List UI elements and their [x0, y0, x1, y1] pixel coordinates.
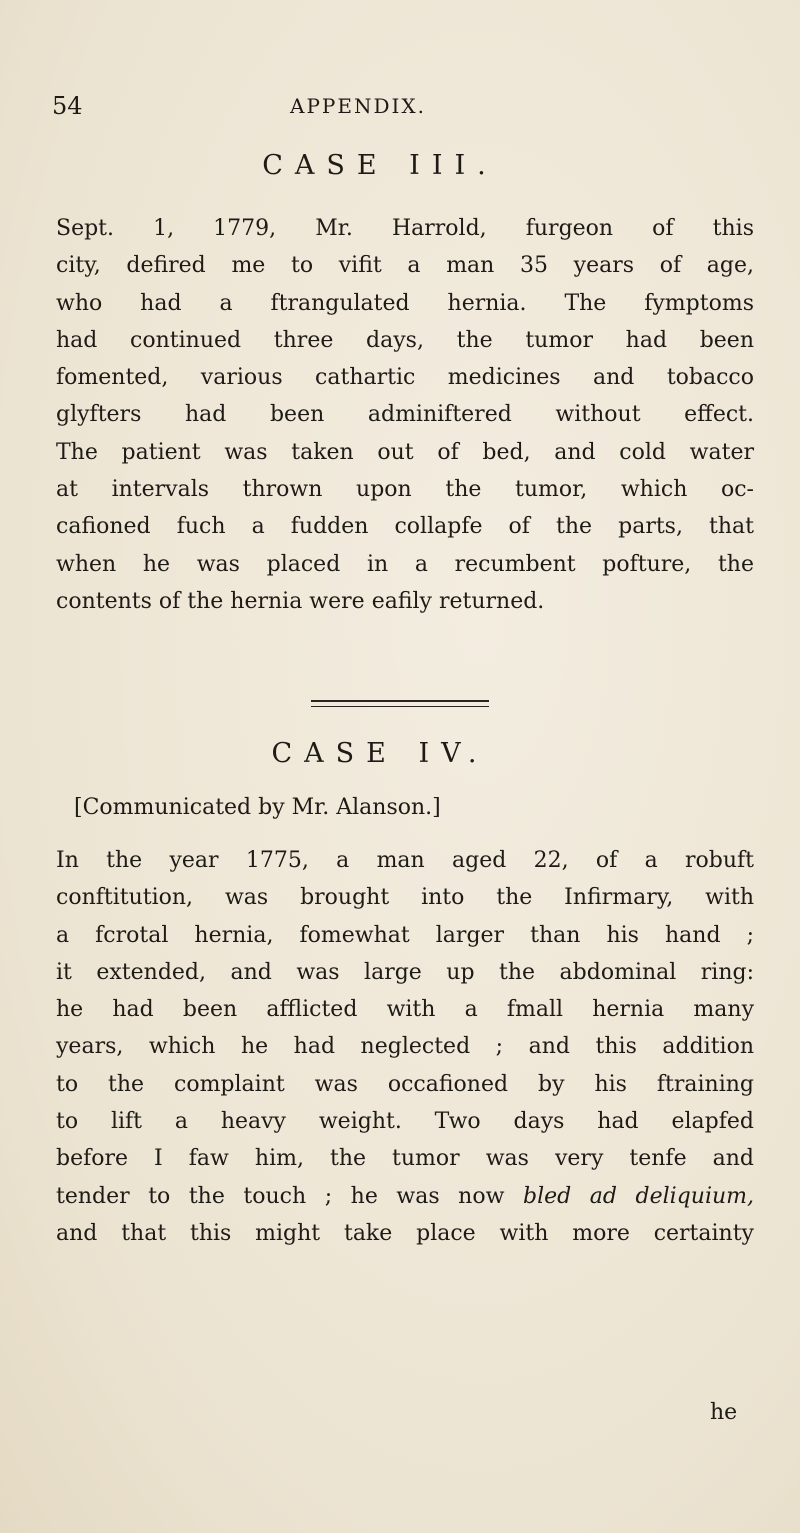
text-line: when he was placed in a recumbent pofture, the — [56, 551, 754, 577]
text-line: a fcrotal hernia, fomewhat larger than his hand ; — [56, 922, 754, 948]
text-line: fomented, various cathartic medicines and tobacco — [56, 365, 754, 391]
case-four-heading: CASE IV. — [271, 738, 489, 769]
case-three-heading: CASE III. — [262, 150, 498, 181]
page-header — [52, 92, 752, 132]
section-divider — [311, 700, 489, 707]
italic-phrase: bled ad deliquium, — [523, 1183, 755, 1209]
page-number: 54 — [52, 92, 83, 120]
text-line-with-italic — [56, 1178, 754, 1215]
text-line: before I faw him, the tumor was very tenfe and — [56, 1146, 754, 1172]
text-line: to lift a heavy weight. Two days had elapfed — [56, 1109, 754, 1135]
text-line: years, which he had neglected ; and this addition — [56, 1034, 754, 1060]
case-three-paragraph — [56, 210, 754, 620]
text-line: Sept. 1, 1779, Mr. Harrold, furgeon of this — [56, 216, 754, 241]
case-four-paragraph — [56, 842, 754, 1252]
text-fragment: tender to the touch ; he was now — [56, 1183, 505, 1209]
catchword: he — [710, 1400, 738, 1425]
text-line: it extended, and was large up the abdominal ring: — [56, 959, 754, 985]
text-line: In the year 1775, a man aged 22, of a robuft — [56, 848, 754, 873]
text-line: city, defired me to vifit a man 35 years of age, — [56, 253, 754, 279]
text-line: cafioned fuch a fudden collapfe of the parts, that — [56, 514, 754, 540]
text-line: who had a ftrangulated hernia. The fymptoms — [56, 290, 754, 316]
text-line: at intervals thrown upon the tumor, which oc- — [56, 477, 754, 503]
text-line: to the complaint was occafioned by his ftraining — [56, 1071, 754, 1097]
running-head: APPENDIX. — [290, 94, 426, 118]
text-line: he had been afflicted with a fmall hernia many — [56, 997, 754, 1023]
text-line: contents of the hernia were eafily returned. — [56, 588, 545, 614]
text-line: The patient was taken out of bed, and cold water — [56, 439, 754, 465]
attribution: [Communicated by Mr. Alanson.] — [74, 795, 441, 820]
text-line: conftitution, was brought into the Infirmary, with — [56, 885, 754, 911]
text-line: glyfters had been adminiftered without effect. — [56, 402, 754, 428]
text-line: had continued three days, the tumor had been — [56, 327, 754, 353]
text-line: and that this might take place with more certainty — [56, 1220, 754, 1246]
